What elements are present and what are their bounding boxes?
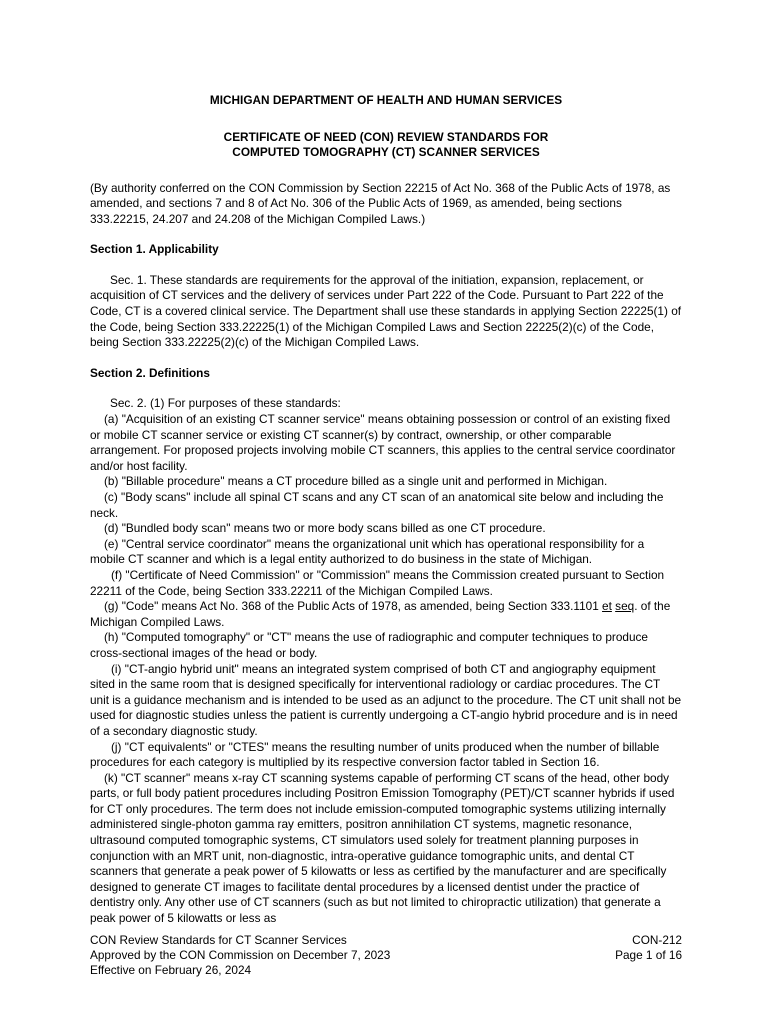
definition-g-text: (g) "Code" means Act No. 368 of the Public Acts of 1978, as amended, being Section 333.1101 <box>104 599 603 614</box>
footer-page-number: Page 1 of 16 <box>615 948 682 962</box>
definition-i: (i) "CT-angio hybrid unit" means an integrated system comprised of both CT and angiography equipment sited in the same room that is designed specifically for interventional radiology or cardiac procedures. The CT unit is a guidance mechanism and is intended to be used as an adjunct to the procedure. The CT unit shall not be used for diagnostic studies unless the patient is currently undergoing a CT-angio hybrid procedure and is in need of a secondary diagnostic study. <box>90 661 682 738</box>
definition-g-et: et <box>602 599 612 614</box>
department-heading: MICHIGAN DEPARTMENT OF HEALTH AND HUMAN SERVICES <box>209 93 563 107</box>
definition-h: (h) "Computed tomography" or "CT" means the use of radiographic and computer techniques to produce cross-sectional images of the head or body. <box>90 630 648 660</box>
definition-g-tail: . of the Michigan Compiled Laws. <box>90 599 671 629</box>
section-1-text: Sec. 1. These standards are requirements for the approval of the initiation, expansion, replacement, or acquisition of CT services and the delivery of services under Part 222 of the Code. Pursuant to Part 222 of the Code, CT is a covered clinical service. The Department shall use these standards in applying Section 22225(1) of the Code, being Section 333.22225(1) of the Michigan Compiled Laws and Section 22225(2)(c) of the Code, being Section 333.22225(2)(c) of the Michigan Compiled Laws. <box>90 272 682 350</box>
definition-e: (e) "Central service coordinator" means the organizational unit which has operational responsibility for a mobile CT scanner and which is a legal entity authorized to do business in the state of Michigan. <box>90 536 645 567</box>
title-line-1: CERTIFICATE OF NEED (CON) REVIEW STANDARDS FOR <box>223 129 549 144</box>
definition-d: (d) "Bundled body scan" means two or more body scans billed as one CT procedure. <box>104 521 546 536</box>
footer-left <box>90 933 390 978</box>
definition-b: (b) "Billable procedure" means a CT procedure billed as a single unit and performed in Michigan. <box>104 474 608 489</box>
definition-c: (c) "Body scans" include all spinal CT scans and any CT scan of an anatomical site below and including the neck. <box>90 490 664 520</box>
definition-k: (k) "CT scanner" means x-ray CT scanning systems capable of performing CT scans of the head, other body parts, or full body patient procedures including Positron Emission Tomography (PET)/CT scanner hybrids if used for CT only procedures. The term does not include emission-computed tomographic systems utilizing internally administered single-photon gamma ray emitters, positron annihilation CT systems, magnetic resonance, ultrasound computed tomographic systems, CT simulators used solely for treatment planning purposes in conjunction with an MRT unit, non-diagnostic, intra-operative guidance tomographic units, and dental CT scanners that generate a peak power of 5 kilowatts or less as certified by the manufacturer and are specifically designed to generate CT images to facilitate dental procedures by a licensed dentist under the practice of dentistry only. Any other use of CT scanners (such as but not limited to chiropractic utilization) that generate a peak power of 5 kilowatts or less as <box>90 770 675 926</box>
footer-effective-date: Effective on February 26, 2024 <box>90 963 252 977</box>
title-line-2: COMPUTED TOMOGRAPHY (CT) SCANNER SERVICES <box>232 145 540 159</box>
section-2-intro: Sec. 2. (1) For purposes of these standards: <box>110 396 341 411</box>
definition-f: (f) "Certificate of Need Commission" or "Commission" means the Commission created pursuant to Section 22211 of the Code, being Section 333.22211 of the Michigan Compiled Laws. <box>90 567 665 598</box>
footer-doc-code: CON-212 <box>632 933 682 947</box>
section-2-heading: Section 2. Definitions <box>90 365 210 380</box>
footer-right <box>615 933 682 963</box>
definition-j: (j) "CT equivalents" or "CTES" means the resulting number of units produced when the number of billable procedures for each category is multiplied by its respective conversion factor tabled in Section 16. <box>90 739 660 770</box>
definition-g-seq: seq <box>615 599 635 614</box>
section-1-heading: Section 1. Applicability <box>90 242 219 257</box>
definition-a: (a) "Acquisition of an existing CT scanner service" means obtaining possession or control of an existing fixed or mobile CT scanner service or existing CT scanner(s) by contract, ownership, or other comparable arrangement. For proposed projects involving mobile CT scanners, this applies to the central service coordinator and/or host facility. <box>90 412 676 473</box>
footer-standards-title: CON Review Standards for CT Scanner Services <box>90 933 347 947</box>
definition-g <box>90 599 682 630</box>
footer-approved-date: Approved by the CON Commission on December 7, 2023 <box>90 948 391 962</box>
document-page <box>90 90 682 927</box>
authority-statement: (By authority conferred on the CON Commission by Section 22215 of Act No. 368 of the Public Acts of 1978, as amended, and sections 7 and 8 of Act No. 306 of the Public Acts of 1969, as amended, being sections 333.22215, 24.207 and 24.208 of the Michigan Compiled Laws.) <box>90 180 671 226</box>
